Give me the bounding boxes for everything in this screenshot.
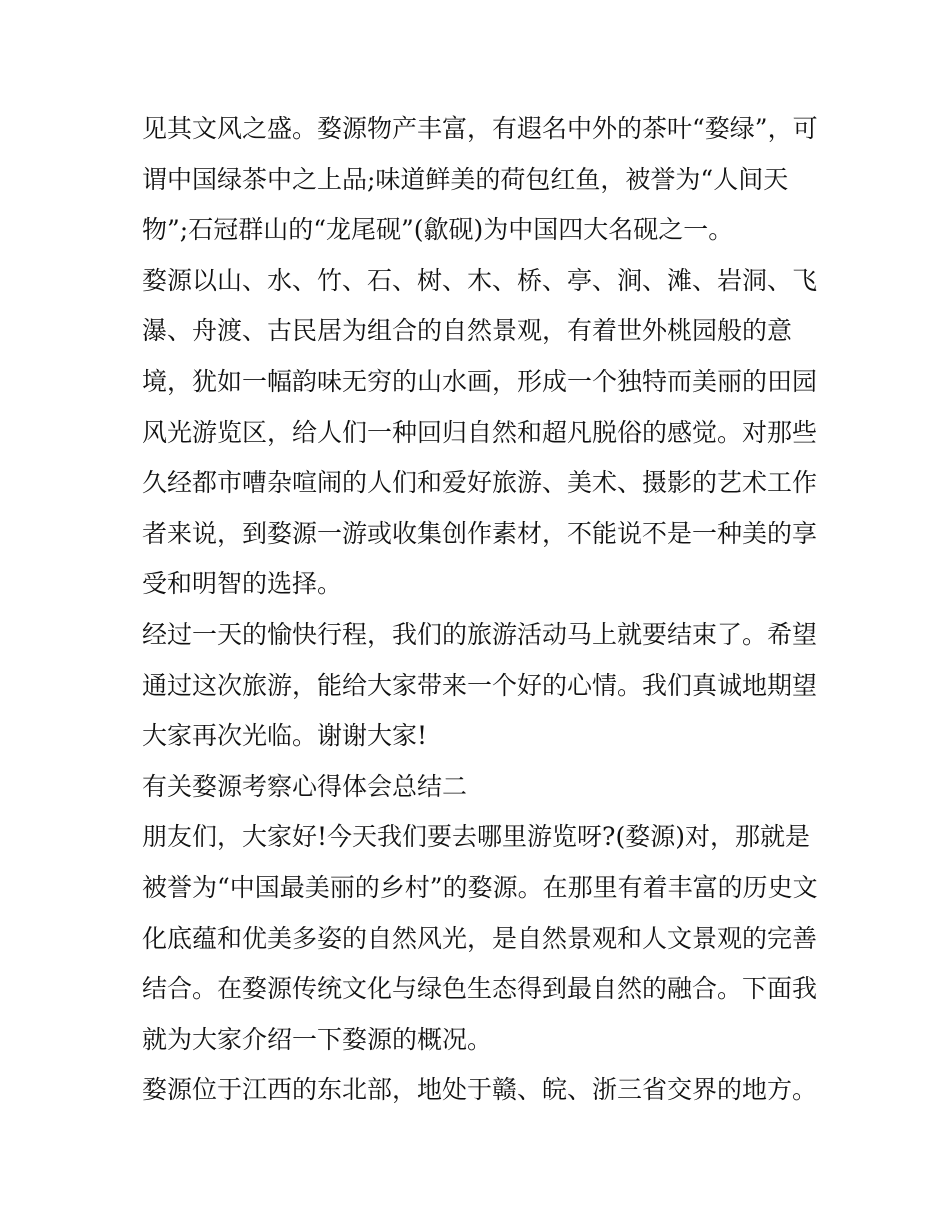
text-line: 被誉为“中国最美丽的乡村”的婺源。在那里有着丰富的历史文	[142, 872, 818, 902]
text-line: 风光游览区，给人们一种回归自然和超凡脱俗的感觉。对那些	[142, 417, 818, 447]
text-line: 朋友们，大家好!今天我们要去哪里游览呀?(婺源)对，那就是	[142, 822, 810, 852]
text-line: 婺源位于江西的东北部，地处于赣、皖、浙三省交界的地方。	[142, 1075, 818, 1105]
section-heading: 有关婺源考察心得体会总结二	[142, 771, 468, 801]
text-line: 谓中国绿茶中之上品;味道鲜美的荷包红鱼，被誉为“人间天	[142, 164, 789, 194]
text-line: 婺源以山、水、竹、石、树、木、桥、亭、涧、滩、岩洞、飞	[142, 265, 818, 295]
text-line: 经过一天的愉快行程，我们的旅游活动马上就要结束了。希望	[142, 619, 818, 649]
text-line: 结合。在婺源传统文化与绿色生态得到最自然的融合。下面我	[142, 974, 818, 1004]
text-line: 者来说，到婺源一游或收集创作素材，不能说不是一种美的享	[142, 518, 818, 548]
text-line: 见其文风之盛。婺源物产丰富，有遐名中外的茶叶“婺绿”，可	[142, 114, 818, 143]
text-line: 瀑、舟渡、古民居为组合的自然景观，有着世外桃园般的意	[142, 316, 793, 346]
text-line: 大家再次光临。谢谢大家!	[142, 721, 428, 751]
text-line: 化底蕴和优美多姿的自然风光，是自然景观和人文景观的完善	[142, 923, 818, 953]
text-line: 通过这次旅游，能给大家带来一个好的心情。我们真诚地期望	[142, 670, 818, 700]
text-line: 久经都市嘈杂喧闹的人们和爱好旅游、美术、摄影的艺术工作	[142, 468, 818, 498]
document-body	[142, 104, 822, 1116]
text-line: 受和明智的选择。	[142, 569, 343, 599]
text-line: 就为大家介绍一下婺源的概况。	[142, 1024, 493, 1054]
text-line: 物”;石冠群山的“龙尾砚”(歙砚)为中国四大名砚之一。	[142, 215, 734, 245]
text-line: 境，犹如一幅韵味无穷的山水画，形成一个独特而美丽的田园	[142, 366, 818, 396]
